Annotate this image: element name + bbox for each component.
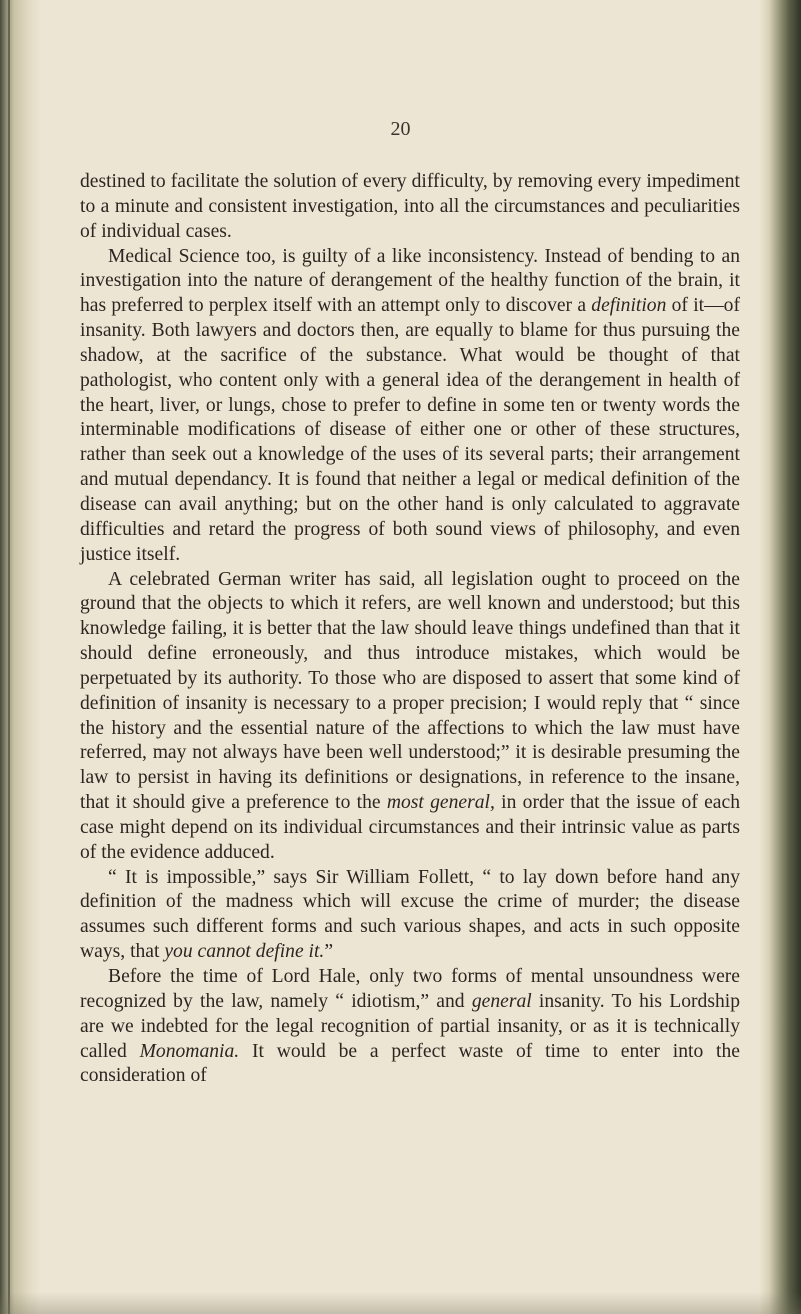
paragraph xyxy=(80,866,740,965)
text-run: ” xyxy=(324,941,334,963)
text-run: destined to facilitate the solution of every difficulty, by removing every impediment to a minute and consistent investigation, into all the circumstances and peculiarities of individual cases. xyxy=(80,171,740,242)
paragraph xyxy=(80,170,740,245)
italic-text-run: Monomania. xyxy=(139,1040,240,1062)
text-run: in order that the issue of each case might depend on its individual circumstances and their intrinsic value as parts of the evidence adduced. xyxy=(80,792,740,863)
paragraph xyxy=(80,245,740,568)
italic-text-run: most general, xyxy=(386,792,495,814)
italic-text-run: you cannot define it. xyxy=(164,941,325,963)
italic-text-run: definition xyxy=(591,295,667,317)
text-run: Medical Science too, is guilty of a like inconsistency. Instead of bending to an investigation into the nature of derangement of the healthy function of the brain, it has preferred to perplex itself with an attempt only to discover a xyxy=(80,245,740,317)
text-run: Before the time of Lord Hale, only two forms of mental unsoundness were recognized by the law, namely “ idiotism,” and xyxy=(80,966,740,1012)
text-run: insanity. To his Lordship are we indebted for the legal recognition of partial insanity, or as it is technically called xyxy=(80,990,740,1062)
paragraph xyxy=(80,568,740,866)
page-edge-shadow xyxy=(759,0,801,1314)
text-run: It would be a perfect waste of time to enter into the consideration of xyxy=(80,1040,740,1087)
text-run: of it—of insanity. Both lawyers and doctors then, are equally to blame for thus pursuing the shadow, at the sacrifice of the substance. What would be thought of that pathologist, who content only with a general idea of the derangement in health of the heart, liver, or lungs, chose to prefer to define in some ten or twenty words the interminable modifications of disease of either one or other of these structures, rather than seek out a knowledge of the uses of its several parts; their arrangement and mutual dependancy. It is found that neither a legal or medical definition of the disease can avail anything; but on the other hand is only calculated to aggravate difficulties and retard the progress of both sound views of philosophy, and even justice itself. xyxy=(80,295,741,565)
page-number: 20 xyxy=(390,118,411,140)
binding-gutter xyxy=(0,0,40,1314)
page-body xyxy=(80,170,740,1089)
text-run: A celebrated German writer has said, all legislation ought to proceed on the ground that the objects to which it refers, are well known and understood; but this knowledge failing, it is better that the law should leave things undefined than that it should define erroneously, and thus introduce mistakes, which would be perpetuated by its authority. To those who are disposed to assert that some kind of definition of insanity is necessary to a proper precision; I would reply that “ since the history and the essential nature of the affections to which the law must have referred, may not always have been well understood;” it is desirable presuming the law to persist in having its definitions or designations, in reference to the insane, that it should give a preference to the xyxy=(80,568,740,814)
text-run: “ It is impossible,” says Sir William Follett, “ to lay down before hand any definition of the madness which will excuse the crime of murder; the disease assumes such different forms and such various shapes, and acts in such opposite ways, that xyxy=(80,866,740,963)
page-bottom-shadow xyxy=(0,1292,801,1314)
paragraph xyxy=(80,965,740,1089)
italic-text-run: general xyxy=(471,990,532,1012)
